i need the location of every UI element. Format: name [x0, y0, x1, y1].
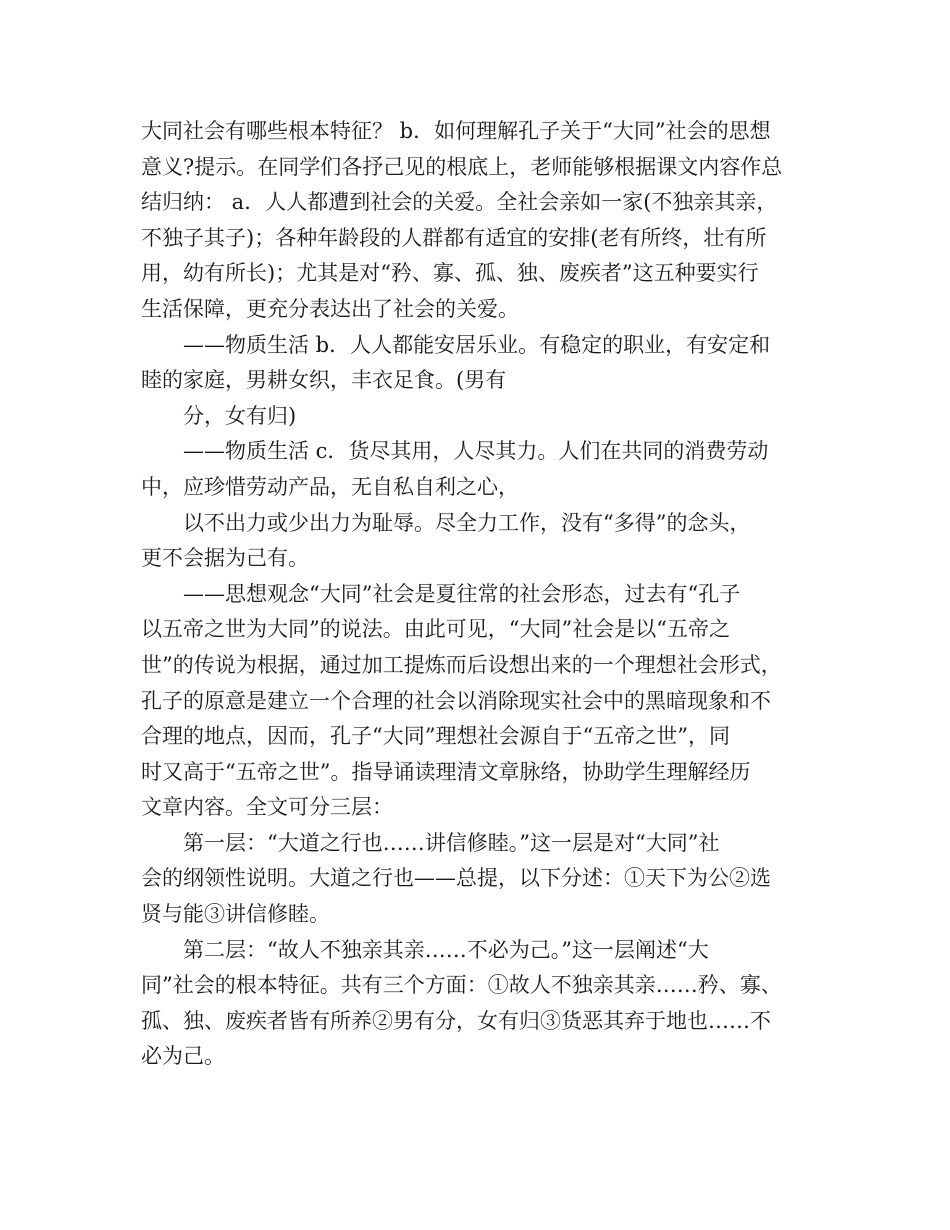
text-line: 意义?提示。在同学们各抒己见的根底上，老师能够根据课文内容作总: [141, 154, 783, 179]
text-line: 必为己。: [141, 1044, 225, 1069]
text-line: 孔子的原意是建立一个合理的社会以消除现实社会中的黑暗现象和不: [141, 688, 771, 713]
text-line: 生活保障，更充分表达出了社会的关爱。: [141, 296, 519, 321]
text-line: 以五帝之世为大同”的说法。由此可见，“大同”社会是以“五帝之: [141, 617, 730, 642]
text-line: 用，幼有所长)；尤其是对“矜、寡、孤、独、废疾者”这五种要实行: [141, 261, 759, 286]
text-line: 结归纳： a．人人都遭到社会的关爱。全社会亲如一家(不独亲其亲，: [141, 190, 778, 215]
text-line: 不独子其子)；各种年龄段的人群都有适宜的安排(老有所终，壮有所: [141, 225, 767, 250]
text-line: 时又高于“五帝之世”。指导诵读理清文章脉络，协助学生理解经历: [141, 759, 751, 784]
text-line: 孤、独、废疾者皆有所养②男有分，女有归③货恶其弃于地也……不: [141, 1008, 771, 1033]
text-line: 贤与能③讲信修睦。: [141, 902, 330, 927]
text-line: 分，女有归): [183, 403, 297, 428]
document-body: [141, 114, 821, 1075]
text-line: 第二层：“故人不独亲其亲……不必为己。”这一层阐述“大: [183, 937, 709, 962]
text-line: 中，应珍惜劳动产品，无自私自利之心，: [141, 474, 519, 499]
text-line: 大同社会有哪些根本特征？ b．如何理解孔子关于“大同”社会的思想: [141, 119, 771, 143]
text-line: ——思想观念“大同”社会是夏往常的社会形态，过去有“孔子: [183, 581, 741, 606]
text-line: 合理的地点，因而，孔子“大同”理想社会源自于“五帝之世”，同: [141, 724, 730, 749]
text-line: 以不出力或少出力为耻辱。尽全力工作，没有“多得”的念头，: [183, 510, 751, 535]
text-line: 更不会据为己有。: [141, 546, 309, 571]
text-line: 同”社会的根本特征。共有三个方面：①故人不独亲其亲……矜、寡、: [141, 973, 782, 998]
text-line: 文章内容。全文可分三层：: [141, 795, 393, 820]
text-line: 睦的家庭，男耕女织，丰衣足食。(男有: [141, 368, 507, 393]
text-line: ——物质生活 c．货尽其用，人尽其力。人们在共同的消费劳动: [183, 439, 769, 464]
text-line: ——物质生活 b．人人都能安居乐业。有稳定的职业，有安定和: [183, 332, 771, 357]
text-line: 会的纲领性说明。大道之行也——总提，以下分述：①天下为公②选: [141, 866, 771, 891]
text-line: 第一层：“大道之行也……讲信修睦。”这一层是对“大同”社: [183, 830, 720, 855]
text-line: 世”的传说为根据，通过加工提炼而后设想出来的一个理想社会形式，: [141, 652, 782, 677]
